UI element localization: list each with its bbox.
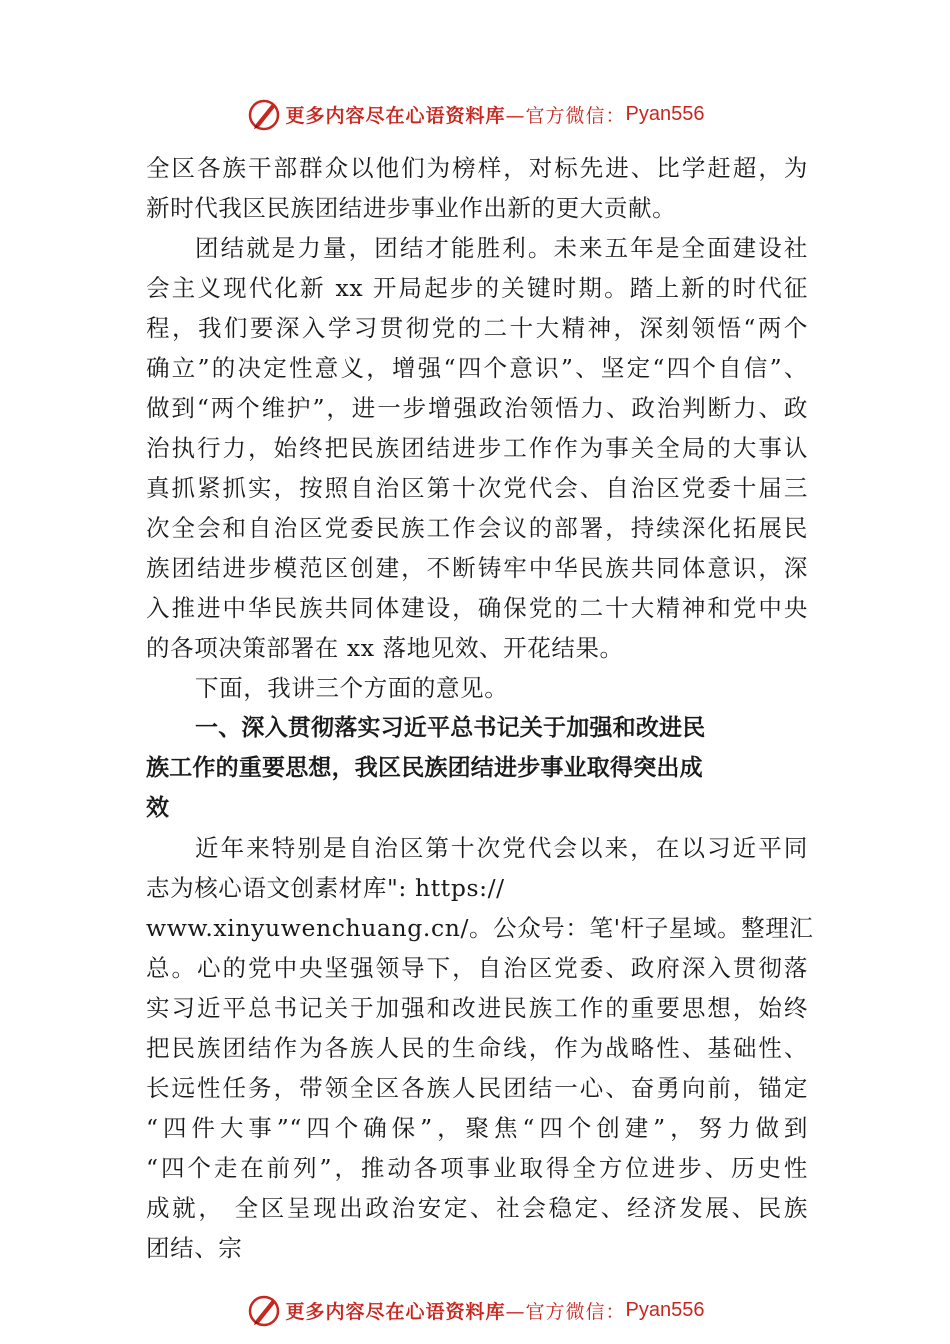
body-line: 治执行力，始终把民族团结进步工作作为事关全局的大事认 (146, 434, 808, 462)
banner-dash-text: —官方微信： (505, 1300, 626, 1323)
section-heading: 族工作的重要思想，我区民族团结进步事业取得突出成 (146, 755, 703, 781)
body-line: 志为核心语文创素材库": https:// (146, 874, 505, 902)
body-line: 实习近平总书记关于加强和改进民族工作的重要思想，始终 (146, 994, 808, 1022)
paragraph-first-line: 团结就是力量，团结才能胜利。未来五年是全面建设社 (195, 234, 808, 262)
paragraph-first-line: 下面，我讲三个方面的意见。 (195, 674, 509, 702)
body-line: 全区各族干部群众以他们为榜样，对标先进、比学赶超，为 (146, 154, 808, 182)
section-heading: 效 (146, 795, 170, 821)
body-line: 成就， 全区呈现出政治安定、社会稳定、经济发展、民族 (146, 1194, 808, 1222)
paragraph-first-line: 近年来特别是自治区第十次党代会以来，在以习近平同 (195, 834, 808, 862)
banner-main-text: 更多内容尽在心语资料库 (285, 104, 506, 127)
body-line: 把民族团结作为各族人民的生命线，作为战略性、基础性、 (146, 1034, 808, 1062)
body-line: 确立”的决定性意义，增强“四个意识”、坚定“四个自信”、 (146, 354, 808, 382)
banner-wechat-id: Pyan556 (625, 1298, 705, 1321)
pen-logo-icon (246, 96, 282, 132)
body-line: 新时代我区民族团结进步事业作出新的更大贡献。 (146, 194, 677, 222)
section-heading: 一、深入贯彻落实习近平总书记关于加强和改进民 (195, 715, 706, 741)
banner-wechat-id: Pyan556 (625, 102, 705, 125)
document-body (146, 148, 814, 1268)
pen-logo-icon (246, 1292, 282, 1328)
body-line: 会主义现代化新 xx 开局起步的关键时期。踏上新的时代征 (146, 274, 808, 302)
body-line: 团结、宗 (146, 1234, 243, 1262)
footer-watermark-banner (0, 1290, 950, 1330)
header-watermark-banner (0, 94, 950, 134)
banner-dash-text: —官方微信： (505, 104, 626, 127)
body-line: 总。心的党中央坚强领导下，自治区党委、政府深入贯彻落 (146, 954, 808, 982)
body-line: “四件大事”“四个确保”，聚焦“四个创建”，努力做到 (146, 1114, 808, 1142)
body-line: 程，我们要深入学习贯彻党的二十大精神，深刻领悟“两个 (146, 314, 808, 342)
body-line: 次全会和自治区党委民族工作会议的部署，持续深化拓展民 (146, 514, 808, 542)
body-line: 做到“两个维护”，进一步增强政治领悟力、政治判断力、政 (146, 394, 808, 422)
body-line: 长远性任务，带领全区各族人民团结一心、奋勇向前，锚定 (146, 1074, 808, 1102)
body-line: 入推进中华民族共同体建设，确保党的二十大精神和党中央 (146, 594, 808, 622)
body-line: 族团结进步模范区创建，不断铸牢中华民族共同体意识，深 (146, 554, 808, 582)
banner-main-text: 更多内容尽在心语资料库 (285, 1300, 506, 1323)
body-line: 的各项决策部署在 xx 落地见效、开花结果。 (146, 634, 624, 662)
body-line: “四个走在前列”，推动各项事业取得全方位进步、历史性 (146, 1154, 808, 1182)
body-line: 真抓紧抓实，按照自治区第十次党代会、自治区党委十届三 (146, 474, 808, 502)
body-line: www.xinyuwenchuang.cn/。公众号：笔'杆子星域。整理汇 (146, 914, 814, 942)
